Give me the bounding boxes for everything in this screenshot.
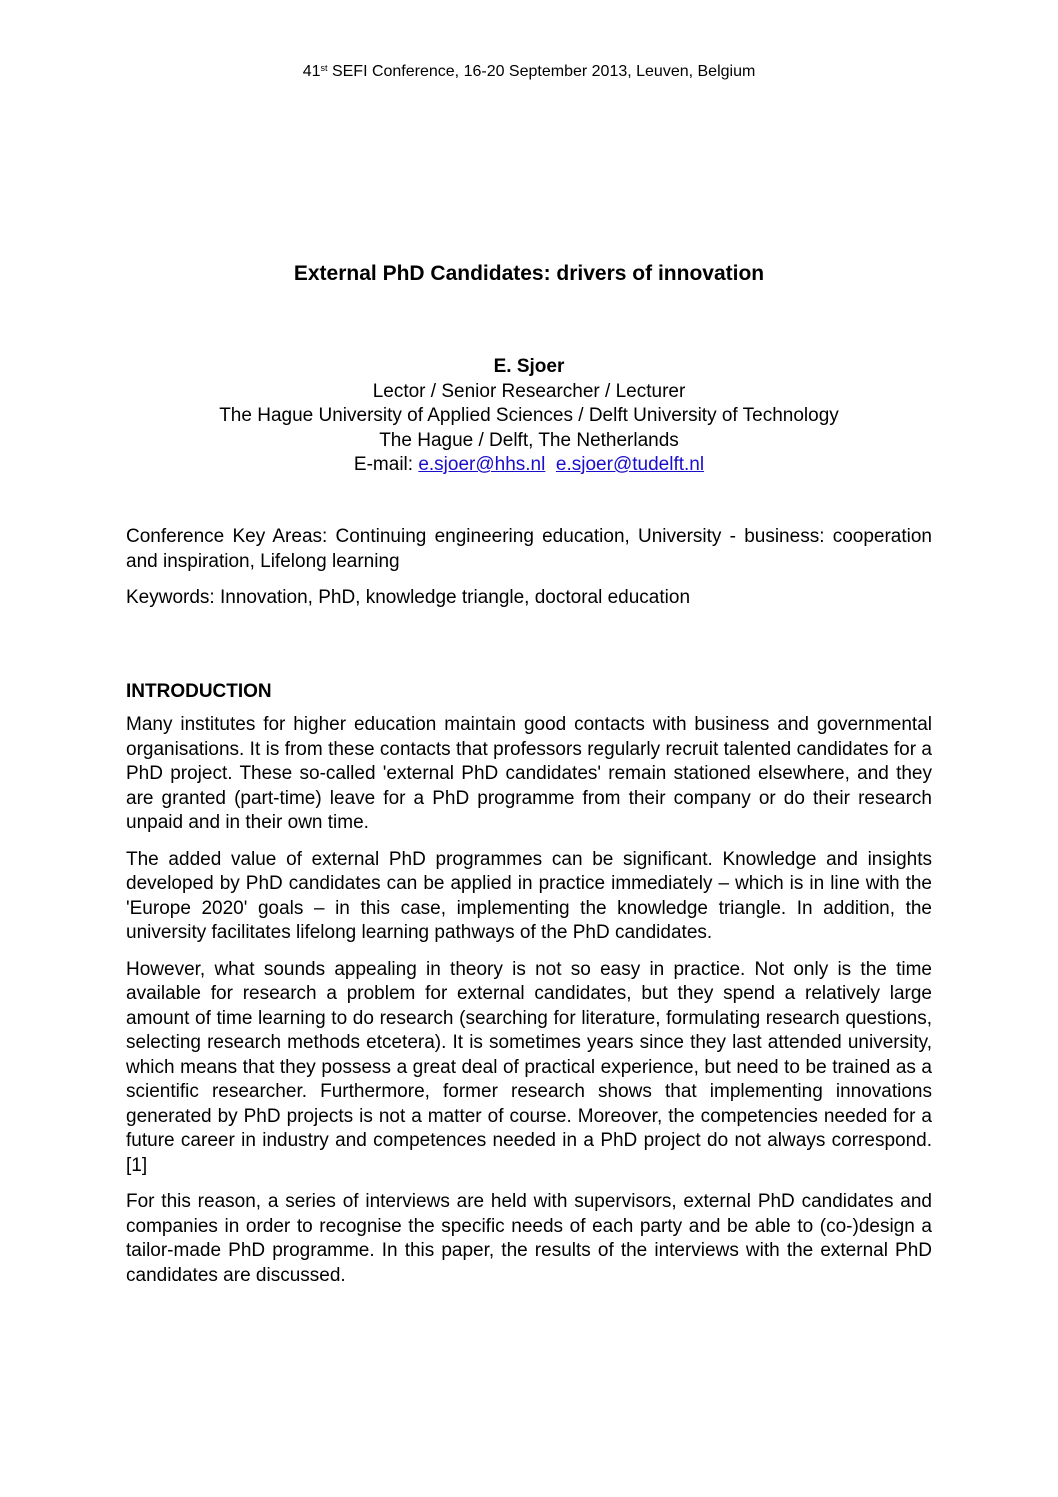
header-superscript: st (320, 63, 328, 73)
keywords: Keywords: Innovation, PhD, knowledge triangle, doctoral education (126, 587, 691, 608)
metadata-block (126, 525, 932, 623)
introduction-body (126, 713, 932, 1300)
running-header (0, 62, 1058, 82)
header-text: SEFI Conference, 16-20 September 2013, Leuven, Belgium (327, 63, 756, 80)
paper-title: External PhD Candidates: drivers of innovation (293, 262, 765, 285)
section-heading-introduction: INTRODUCTION (126, 681, 272, 702)
intro-paragraph: For this reason, a series of interviews are held with supervisors, external PhD candidates and companies in order to recognise the specific needs of each party and be able to (co-)design a tailor-made PhD programme. In this paper, the results of the interviews with the external PhD candidates are discussed. (126, 1191, 932, 1286)
header-number: 41 (302, 63, 321, 80)
intro-paragraph: Many institutes for higher education maintain good contacts with business and governmental organisations. It is from these contacts that professors regularly recruit talented candidates for a PhD project. These so-called 'external PhD candidates' remain stationed elsewhere, and they are granted (part-time) leave for a PhD programme from their company or do their research unpaid and in their own time. (126, 714, 932, 833)
email-link-tudelft[interactable]: e.sjoer@tudelft.nl (555, 454, 705, 475)
author-affiliation: The Hague University of Applied Sciences / Delft University of Technology (219, 405, 839, 426)
email-label: E-mail: (353, 454, 419, 475)
author-name: E. Sjoer (493, 356, 565, 377)
intro-paragraph: However, what sounds appealing in theory is not so easy in practice. Not only is the time available for research a problem for external candidates, but they spend a relatively large amount of time learning to do research (searching for literature, formulating research questions, selecting research methods etcetera). It is sometimes years since they last attended university, which means that they possess a great deal of practical experience, but need to be trained as a scientific researcher. Furthermore, former research shows that implementing innovations generated by PhD projects is not a matter of course. Moreover, the competencies needed for a future career in industry and competences needed in a PhD project do not always correspond. [1] (126, 958, 932, 1176)
author-block (0, 355, 1058, 478)
author-location: The Hague / Delft, The Netherlands (379, 429, 679, 451)
email-link-hhs[interactable]: e.sjoer@hhs.nl (418, 454, 546, 475)
key-areas: Conference Key Areas: Continuing engineering education, University - business: cooperation and inspiration, Lifelong learning (126, 526, 932, 572)
author-role: Lector / Senior Researcher / Lecturer (372, 380, 686, 402)
author-email-line (0, 453, 1058, 478)
intro-paragraph: The added value of external PhD programmes can be significant. Knowledge and insights developed by PhD candidates can be applied in practice immediately – which is in line with the 'Europe 2020' goals – in this case, implementing the knowledge triangle. In addition, the university facilitates lifelong learning pathways of the PhD candidates. (126, 848, 932, 943)
